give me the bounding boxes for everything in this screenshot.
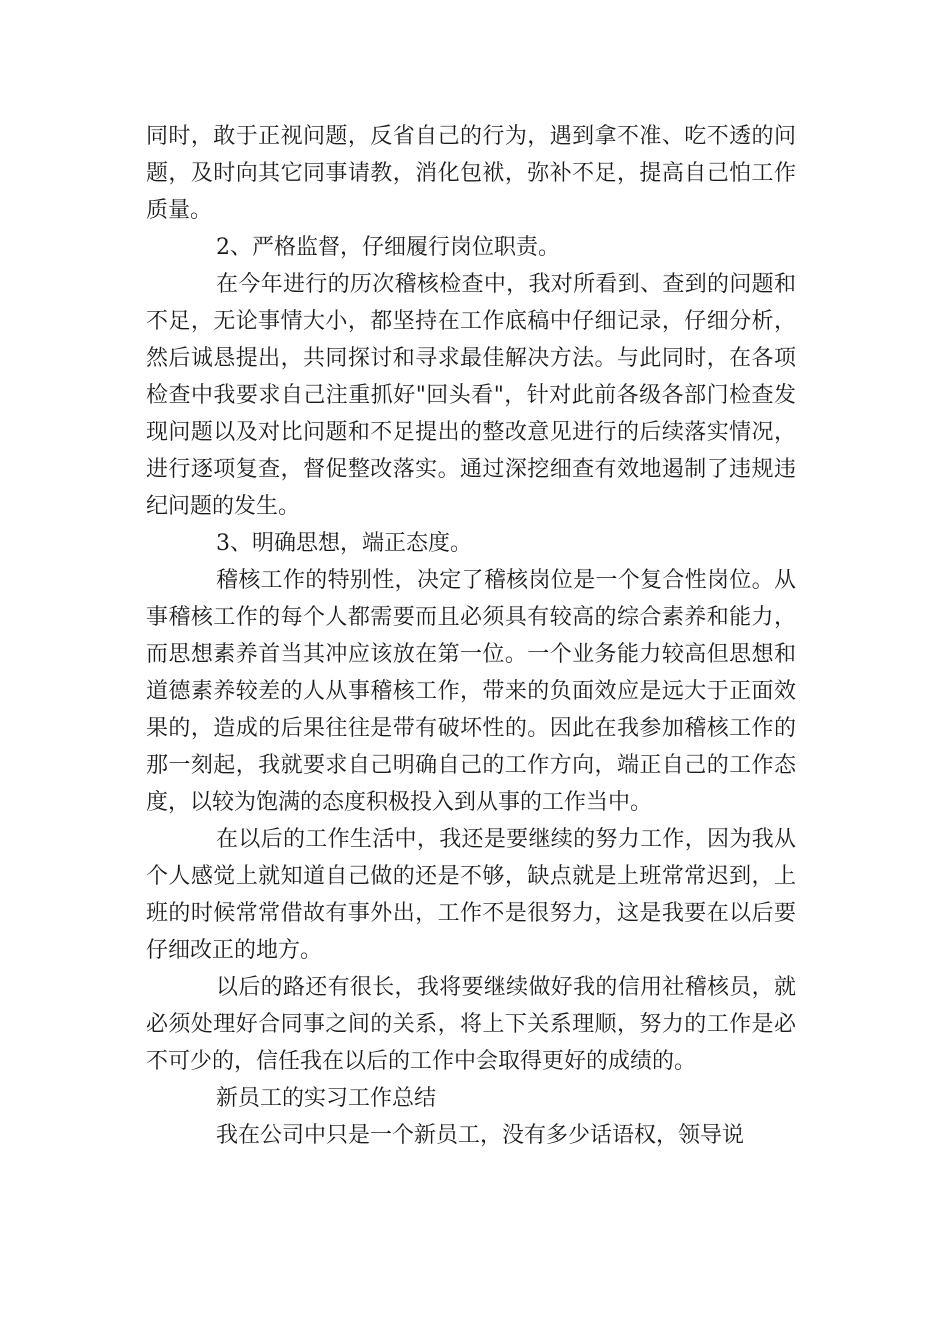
paragraph-future-work: 在以后的工作生活中，我还是要继续的努力工作，因为我从个人感觉上就知道自己做的还是不够，缺点就是上班常常迟到，上班的时候常常借故有事外出，工作不是很努力，这是我要在以后要仔细改正的地方。 xyxy=(146,827,796,963)
paragraph-continued-intro: 同时，敢于正视问题，反省自己的行为，遇到拿不准、吃不透的问题，及时向其它同事请教，消化包袱，弥补不足，提高自己怕工作质量。 xyxy=(146,124,796,223)
section-heading-3: 3、明确思想，端正态度。 xyxy=(216,531,472,556)
section-heading-2: 2、严格监督，仔细履行岗位职责。 xyxy=(216,235,560,260)
paragraph-audit-nature: 稽核工作的特别性，决定了稽核岗位是一个复合性岗位。从事稽核工作的每个人都需要而且必须具有较高的综合素养和能力，而思想素养首当其冲应该放在第一位。一个业务能力较高但思想和道德素养较差的人从事稽核工作，带来的负面效应是远大于正面效果的，造成的后果往往是带有破坏性的。因此在我参加稽核工作的那一刻起，我就要求自己明确自己的工作方向，端正自己的工作态度，以较为饱满的态度积极投入到从事的工作当中。 xyxy=(146,568,796,815)
section-title-internship-summary: 新员工的实习工作总结 xyxy=(216,1086,437,1111)
paragraph-new-employee: 我在公司中只是一个新员工，没有多少话语权，领导说 xyxy=(216,1123,745,1148)
document-page xyxy=(146,118,796,1154)
paragraph-audit-checks: 在今年进行的历次稽核检查中，我对所看到、查到的问题和不足，无论事情大小，都坚持在工作底稿中仔细记录，仔细分析，然后诚恳提出，共同探讨和寻求最佳解决方法。与此同时，在各项检查中我要求自己注重抓好"回头看"，针对此前各级各部门检查发现问题以及对比问题和不足提出的整改意见进行的后续落实情况，进行逐项复查，督促整改落实。通过深挖细查有效地遏制了违规违纪问题的发生。 xyxy=(146,272,796,519)
paragraph-long-road: 以后的路还有很长，我将要继续做好我的信用社稽核员，就必须处理好合同事之间的关系，将上下关系理顺，努力的工作是必不可少的，信任我在以后的工作中会取得更好的成绩的。 xyxy=(146,975,796,1074)
